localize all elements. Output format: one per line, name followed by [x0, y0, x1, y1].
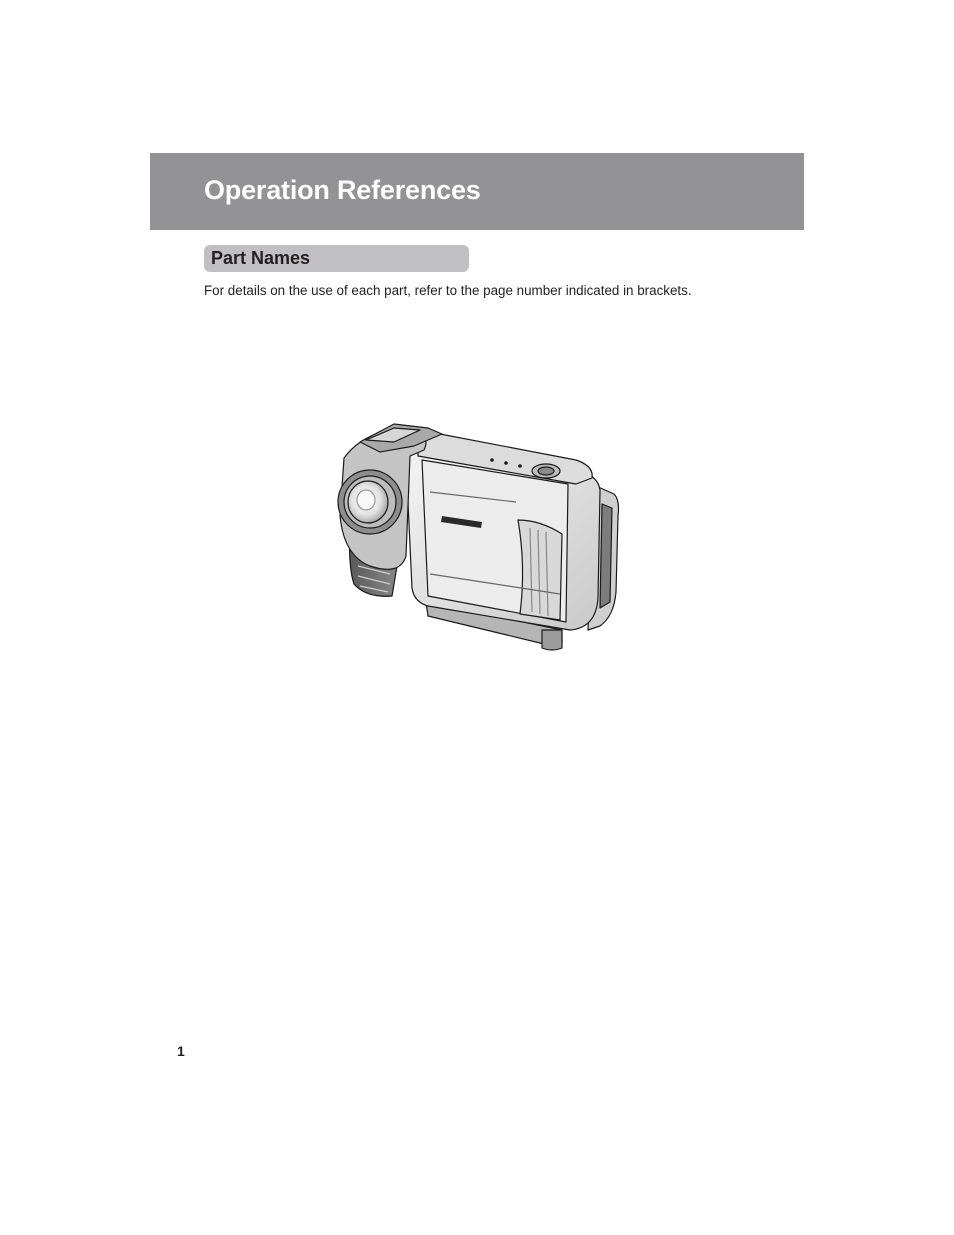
- section-heading-pill: [204, 245, 469, 272]
- camcorder-shape: [338, 424, 619, 650]
- intro-text: For details on the use of each part, refer to the page number indicated in brackets.: [204, 283, 692, 298]
- camcorder-illustration: [330, 416, 622, 654]
- page-title: Operation References: [204, 175, 481, 205]
- section-heading: Part Names: [211, 248, 311, 268]
- title-band: [150, 153, 804, 230]
- page-number: 1: [177, 1043, 185, 1059]
